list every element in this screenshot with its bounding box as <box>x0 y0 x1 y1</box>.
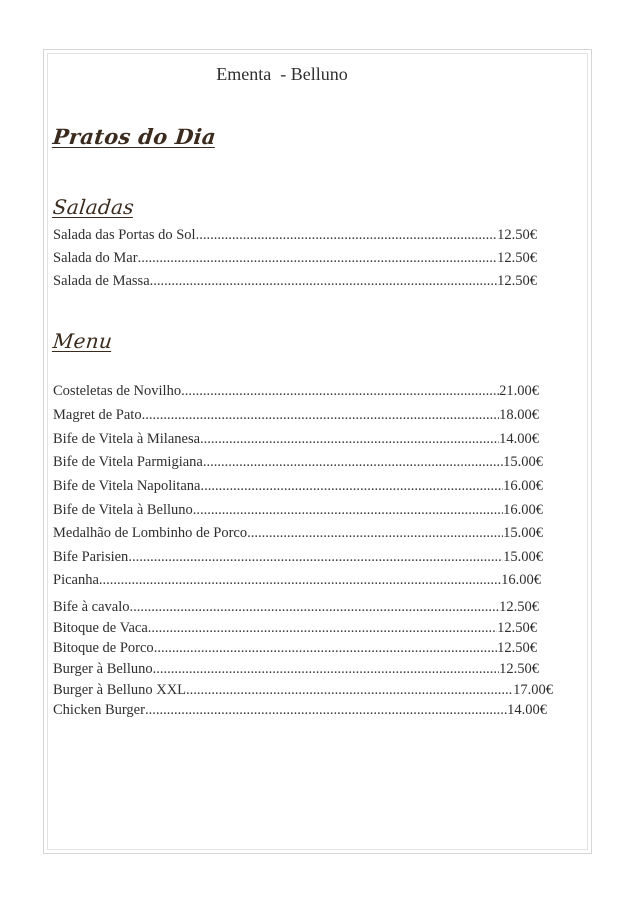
item-name: Salada do Mar <box>53 250 138 266</box>
leader-dots <box>186 682 513 699</box>
heading-saladas: Saladas <box>51 195 136 219</box>
item-price: 18.00€ <box>499 407 539 423</box>
salad-item <box>53 250 537 267</box>
menu-title: Ementa - Belluno <box>216 64 348 84</box>
item-price: 12.50€ <box>499 599 539 615</box>
menu-item <box>53 661 539 678</box>
leader-dots <box>203 454 503 471</box>
menu-item <box>53 454 543 471</box>
item-name: Picanha <box>53 572 99 588</box>
leader-dots <box>153 661 500 678</box>
menu-item <box>53 383 539 400</box>
leader-dots <box>99 572 501 589</box>
item-name: Magret de Pato <box>53 407 142 423</box>
leader-dots <box>181 383 499 400</box>
menu-item <box>53 702 547 719</box>
item-name: Bife à cavalo <box>53 599 130 615</box>
heading-pratos-do-dia: Pratos do Dia <box>51 124 218 149</box>
item-price: 17.00€ <box>513 682 553 698</box>
menu-item <box>53 478 543 495</box>
item-name: Salada das Portas do Sol <box>53 227 196 243</box>
item-price: 15.00€ <box>503 525 543 541</box>
menu-item <box>53 525 543 542</box>
item-name: Bife de Vitela Napolitana <box>53 478 201 494</box>
item-name: Chicken Burger <box>53 702 145 718</box>
leader-dots <box>130 599 500 616</box>
leader-dots <box>247 525 503 542</box>
leader-dots <box>142 407 500 424</box>
item-name: Bife de Vitela Parmigiana <box>53 454 203 470</box>
page-inner-border <box>47 53 588 850</box>
leader-dots <box>138 250 498 267</box>
salad-item <box>53 227 537 244</box>
salad-item <box>53 273 537 290</box>
menu-item <box>53 572 541 589</box>
item-price: 12.50€ <box>499 661 539 677</box>
item-name: Burger à Belluno XXL <box>53 682 187 698</box>
item-name: Bitoque de Vaca <box>53 620 148 636</box>
item-price: 16.00€ <box>503 502 543 518</box>
item-price: 15.00€ <box>503 549 543 565</box>
item-price: 14.00€ <box>507 702 547 718</box>
menu-item <box>53 431 539 448</box>
leader-dots <box>150 273 497 290</box>
item-name: Bife Parisien <box>53 549 129 565</box>
menu-item <box>53 620 537 637</box>
item-price: 16.00€ <box>501 572 541 588</box>
item-name: Medalhão de Lombinho de Porco <box>53 525 248 541</box>
leader-dots <box>196 227 498 244</box>
menu-item <box>53 682 553 699</box>
leader-dots <box>154 640 497 657</box>
menu-item <box>53 640 537 657</box>
item-price: 14.00€ <box>499 431 539 447</box>
item-name: Burger à Belluno <box>53 661 153 677</box>
leader-dots <box>128 549 503 566</box>
item-price: 12.50€ <box>497 250 537 266</box>
page-border <box>43 49 592 854</box>
item-price: 15.00€ <box>503 454 543 470</box>
leader-dots <box>200 431 499 448</box>
leader-dots <box>148 620 497 637</box>
item-price: 16.00€ <box>503 478 543 494</box>
leader-dots <box>200 478 503 495</box>
leader-dots <box>145 702 507 719</box>
item-price: 12.50€ <box>497 273 537 289</box>
item-price: 12.50€ <box>497 620 537 636</box>
leader-dots <box>193 502 503 519</box>
item-price: 21.00€ <box>499 383 539 399</box>
item-name: Salada de Massa <box>53 273 150 289</box>
item-name: Bitoque de Porco <box>53 640 154 656</box>
item-price: 12.50€ <box>497 227 537 243</box>
item-name: Bife de Vitela à Milanesa <box>53 431 201 447</box>
item-name: Bife de Vitela à Belluno <box>53 502 193 518</box>
heading-menu: Menu <box>51 329 114 353</box>
menu-item <box>53 549 543 566</box>
item-name: Costeletas de Novilho <box>53 383 182 399</box>
menu-item <box>53 502 543 519</box>
menu-item <box>53 599 539 616</box>
item-price: 12.50€ <box>497 640 537 656</box>
menu-item <box>53 407 539 424</box>
